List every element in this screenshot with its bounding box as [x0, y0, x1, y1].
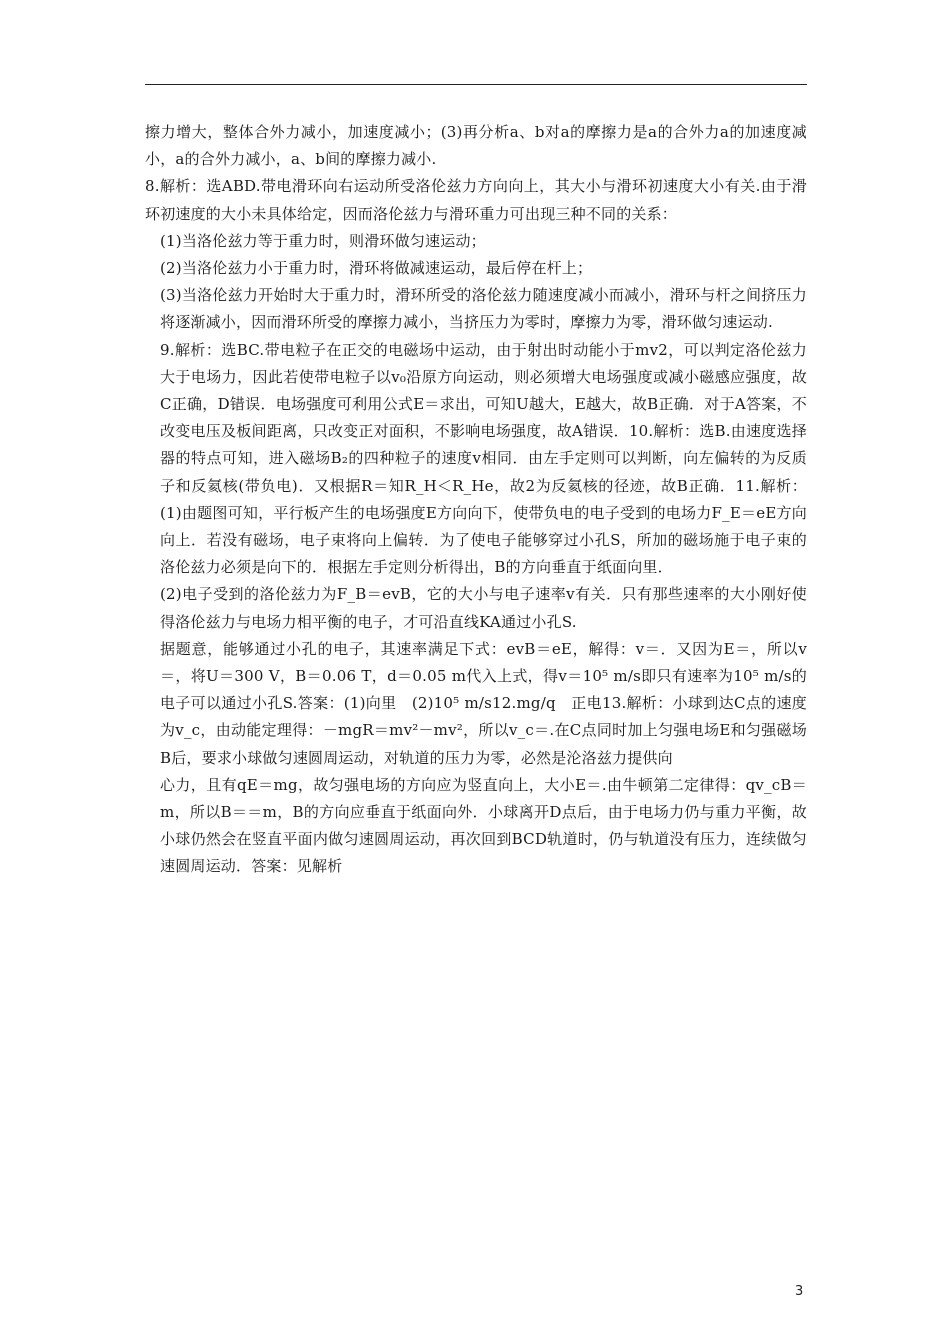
paragraph: 据题意，能够通过小孔的电子，其速率满足下式：evB＝eE，解得：v＝．又因为E＝，所以v＝，将U＝300 V，B＝0.06 T，d＝0.05 m代入上式，得v＝10⁵ m/s即只有速率为10⁵ m/s的电子可以通过小孔S.答案：(1)向里 (2)10⁵ m/s12.mg/q 正电13.解析：小球到达C点的速度为v_c，由动能定理得：－mgR＝mv²－mv²，所以v_c＝.在C点同时加上匀强电场E和匀强磁场B后，要求小球做匀速圆周运动，对轨道的压力为零，必然是沦洛兹力提供向 [160, 639, 807, 767]
header-rule [145, 84, 807, 85]
paragraph: 心力，且有qE＝mg，故匀强电场的方向应为竖直向上，大小E＝.由牛顿第二定律得：qv_cB＝m，所以B＝＝m，B的方向应垂直于纸面向外．小球离开D点后，由于电场力仍与重力平衡，故小球仍然会在竖直平面内做匀速圆周运动，再次回到BCD轨道时，仍与轨道没有压力，连续做匀速圆周运动．答案：见解析 [160, 775, 807, 876]
answer-text [145, 119, 807, 881]
paragraph: 9.解析：选BC.带电粒子在正交的电磁场中运动，由于射出时动能小于mv2，可以判定洛伦兹力大于电场力，因此若使带电粒子以v₀沿原方向运动，则必须增大电场强度或减小磁感应强度，故C正确，D错误．电场强度可利用公式E＝求出，可知U越大，E越大，故B正确．对于A答案，不改变电压及板间距离，只改变正对面积，不影响电场强度，故A错误．10.解析：选B.由速度选择器的特点可知，进入磁场B₂的四种粒子的速度v相同．由左手定则可以判断，向左偏转的为反质子和反氦核(带负电)．又根据R＝知R_H＜R_He，故2为反氦核的径迹，故B正确．11.解析：(1)由题图可知，平行板产生的电场强度E方向向下，使带负电的电子受到的电场力F_E＝eE方向向上．若没有磁场，电子束将向上偏转．为了使电子能够穿过小孔S，所加的磁场施于电子束的洛伦兹力必须是向下的．根据左手定则分析得出，B的方向垂直于纸面向里． [160, 340, 807, 577]
paragraph: 擦力增大，整体合外力减小，加速度减小；(3)再分析a、b对a的摩擦力是a的合外力a的加速度减小，a的合外力减小，a、b间的摩擦力减小. [145, 123, 807, 169]
page-number: 3 [795, 1284, 804, 1299]
paragraph: (3)当洛伦兹力开始时大于重力时，滑环所受的洛伦兹力随速度减小而减小，滑环与杆之间挤压力将逐渐减小，因而滑环所受的摩擦力减小，当挤压力为零时，摩擦力为零，滑环做匀速运动. [160, 286, 807, 332]
paragraph: (2)电子受到的洛伦兹力为F_B＝evB，它的大小与电子速率v有关．只有那些速率的大小刚好使得洛伦兹力与电场力相平衡的电子，才可沿直线KA通过小孔S. [160, 585, 807, 631]
paragraph: 8.解析：选ABD.带电滑环向右运动所受洛伦兹力方向向上，其大小与滑环初速度大小有关.由于滑环初速度的大小未具体给定，因而洛伦兹力与滑环重力可出现三种不同的关系： [145, 177, 807, 223]
paragraph: (2)当洛伦兹力小于重力时，滑环将做减速运动，最后停在杆上； [160, 259, 593, 278]
paragraph: (1)当洛伦兹力等于重力时，则滑环做匀速运动； [160, 231, 486, 250]
